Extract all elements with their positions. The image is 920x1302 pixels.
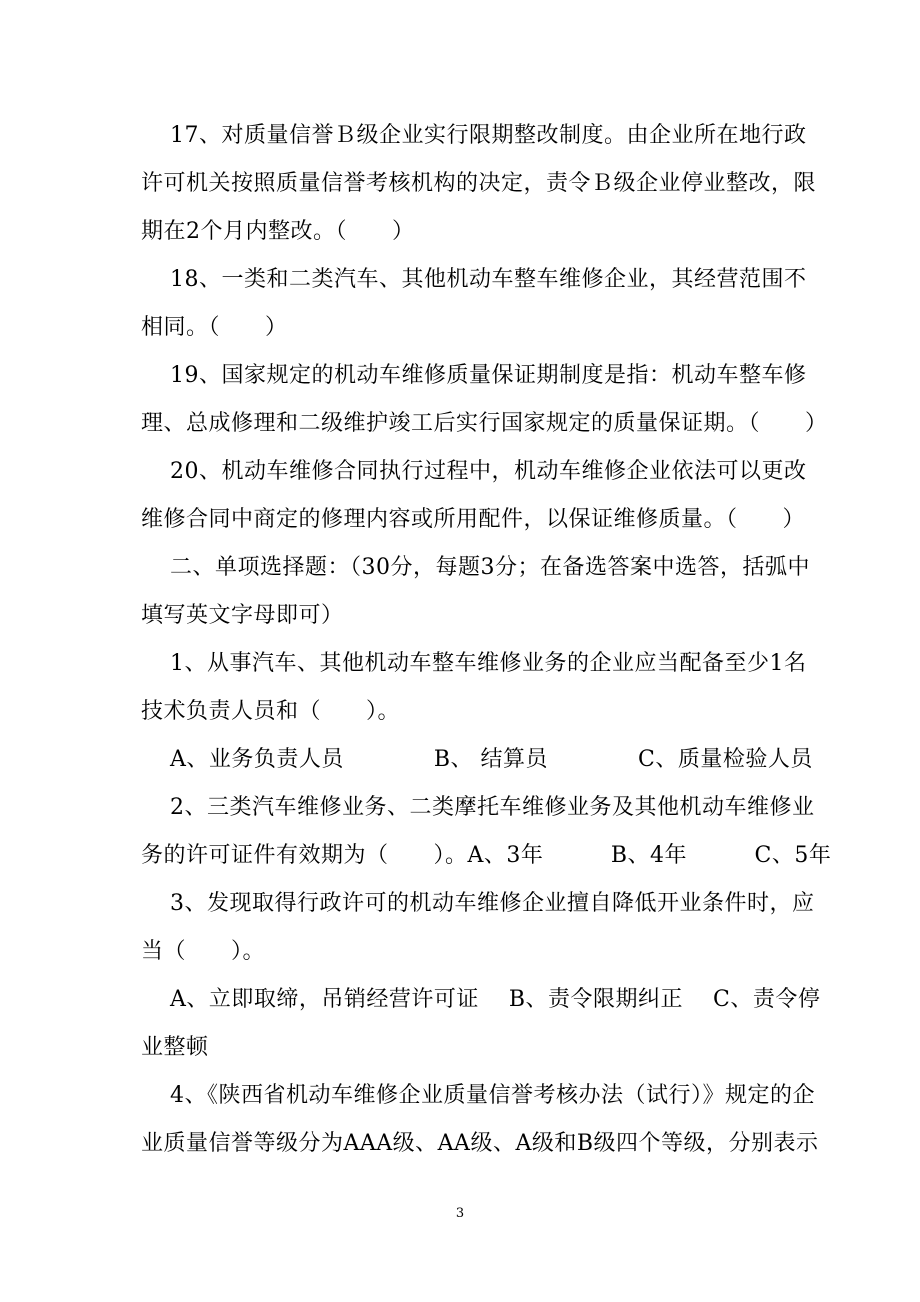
question-17-line-2: 许可机关按照质量信誉考核机构的决定，责令Ｂ级企业停业整改，限 [141,171,817,196]
question-18-line-2: 相同。（ ） [141,315,288,340]
choice-3-options-line-1: A、立即取缔，吊销经营许可证 B、责令限期纠正 C、责令停 [170,987,821,1012]
question-18-line-1: 18、一类和二类汽车、其他机动车整车维修企业，其经营范围不 [170,267,807,292]
choice-4-line-2: 业质量信誉等级分为AAA级、AA级、A级和B级四个等级，分别表示 [141,1131,819,1156]
section-heading-line-1: 二、单项选择题：（30分，每题3分；在备选答案中选答，括弧中 [170,555,810,580]
question-17-line-3: 期在2个月内整改。（ ） [141,219,415,244]
choice-1-options: A、业务负责人员 B、 结算员 C、质量检验人员 [170,747,813,772]
choice-2-line-2: 务的许可证件有效期为（ ）。A、3年 B、4年 C、5年 [141,843,832,868]
page-number: 3 [455,1206,465,1221]
question-17-line-1: 17、对质量信誉Ｂ级企业实行限期整改制度。由企业所在地行政 [170,123,807,148]
choice-1-line-2: 技术负责人员和（ ）。 [141,699,401,724]
choice-1-line-1: 1、从事汽车、其他机动车整车维修业务的企业应当配备至少1名 [170,651,807,676]
choice-2-line-1: 2、三类汽车维修业务、二类摩托车维修业务及其他机动车维修业 [170,795,815,820]
section-heading-line-2: 填写英文字母即可） [141,603,344,628]
question-19-line-2: 理、总成修理和二级维护竣工后实行国家规定的质量保证期。（ ） [141,411,828,436]
choice-3-line-2: 当（ ）。 [141,939,266,964]
choice-3-options-line-2: 业整顿 [141,1035,209,1060]
question-19-line-1: 19、国家规定的机动车维修质量保证期制度是指：机动车整车修 [170,363,807,388]
question-20-line-2: 维修合同中商定的修理内容或所用配件，以保证维修质量。（ ） [141,507,806,532]
choice-4-line-1: 4、《陕西省机动车维修企业质量信誉考核办法（试行）》规定的企 [170,1083,815,1108]
question-20-line-1: 20、机动车维修合同执行过程中，机动车维修企业依法可以更改 [170,459,807,484]
choice-3-line-1: 3、发现取得行政许可的机动车维修企业擅自降低开业条件时，应 [170,891,815,916]
